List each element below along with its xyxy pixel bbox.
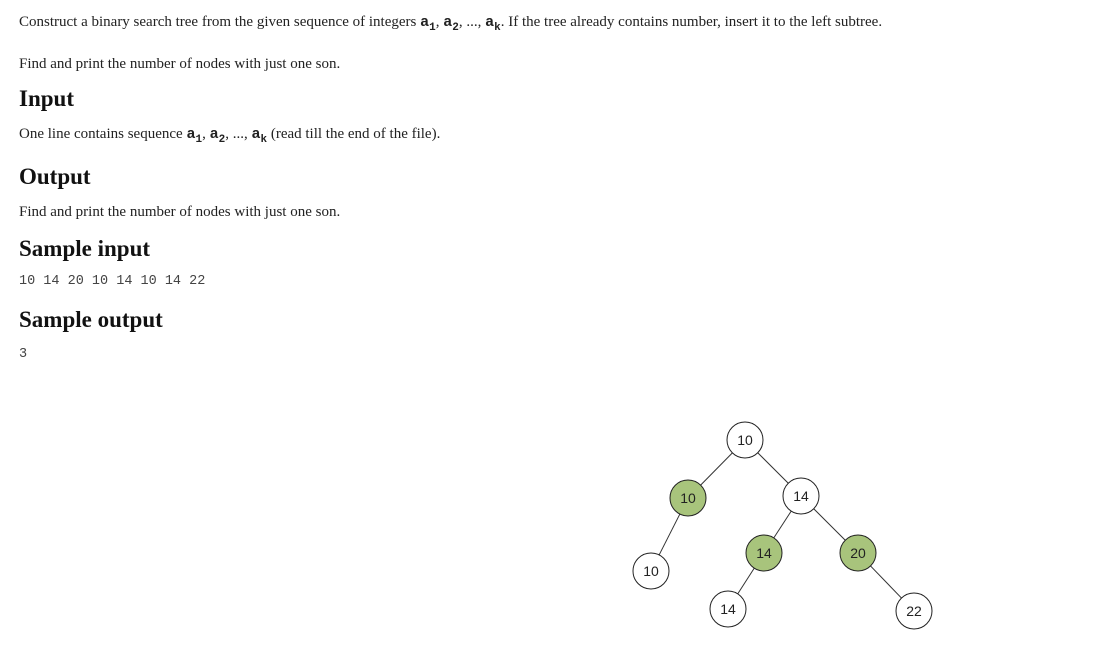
statement-task: Find and print the number of nodes with just one son. <box>19 56 341 72</box>
tree-node-label: 10 <box>680 490 696 506</box>
seq-ak: $a_k$ <box>485 14 501 34</box>
tree-node <box>710 591 746 627</box>
sample-output-value: 3 <box>19 347 28 362</box>
seq-a1: $a_1$ <box>186 126 203 146</box>
seq-ak: $a_k$ <box>251 126 268 146</box>
output-heading: Output <box>19 164 91 189</box>
bst-diagram <box>620 410 950 640</box>
sep: , <box>435 14 444 30</box>
tree-node-label: 10 <box>737 432 753 448</box>
tree-node <box>633 553 669 589</box>
tree-edge <box>701 453 733 485</box>
tree-edge <box>659 514 680 555</box>
sample-output-heading: Sample output <box>19 307 163 332</box>
ellipsis: ..., <box>466 14 482 30</box>
tree-node-label: 14 <box>793 488 809 504</box>
seq-a2: $a_2$ <box>443 14 459 34</box>
tree-node <box>727 422 763 458</box>
tree-edge <box>814 509 846 541</box>
tree-node <box>840 535 876 571</box>
statement-text-after: . If the tree already contains number, insert it to the left subtree. <box>500 14 883 30</box>
tree-node <box>670 480 706 516</box>
tree-node-label: 10 <box>643 563 659 579</box>
problem-statement <box>19 10 1099 364</box>
seq-a1: $a_1$ <box>420 14 436 34</box>
statement-text: Construct a binary search tree from the given sequence of integers <box>19 14 421 30</box>
tree-node-label: 20 <box>850 545 866 561</box>
statement-paragraph <box>19 12 1099 38</box>
tree-edge <box>774 511 791 538</box>
sample-input-heading: Sample input <box>19 236 151 261</box>
tree-node-label: 14 <box>756 545 772 561</box>
tree-edge <box>871 566 902 598</box>
seq-a2: $a_2$ <box>209 126 226 146</box>
output-description: Find and print the number of nodes with just one son. <box>19 204 341 220</box>
sep: , <box>458 14 467 30</box>
tree-node <box>896 593 932 629</box>
tree-edge <box>758 453 789 484</box>
input-heading: Input <box>19 86 74 111</box>
tree-node-label: 22 <box>906 603 922 619</box>
tree-edge <box>738 568 755 594</box>
sample-input-value: 10 14 20 10 14 10 14 22 <box>19 274 206 289</box>
tree-node <box>783 478 819 514</box>
input-description: One line contains sequence $a_1$, $a_2$, ..., $a_k$ (read till the end of the file). <box>19 126 441 146</box>
tree-node <box>746 535 782 571</box>
tree-node-label: 14 <box>720 601 736 617</box>
